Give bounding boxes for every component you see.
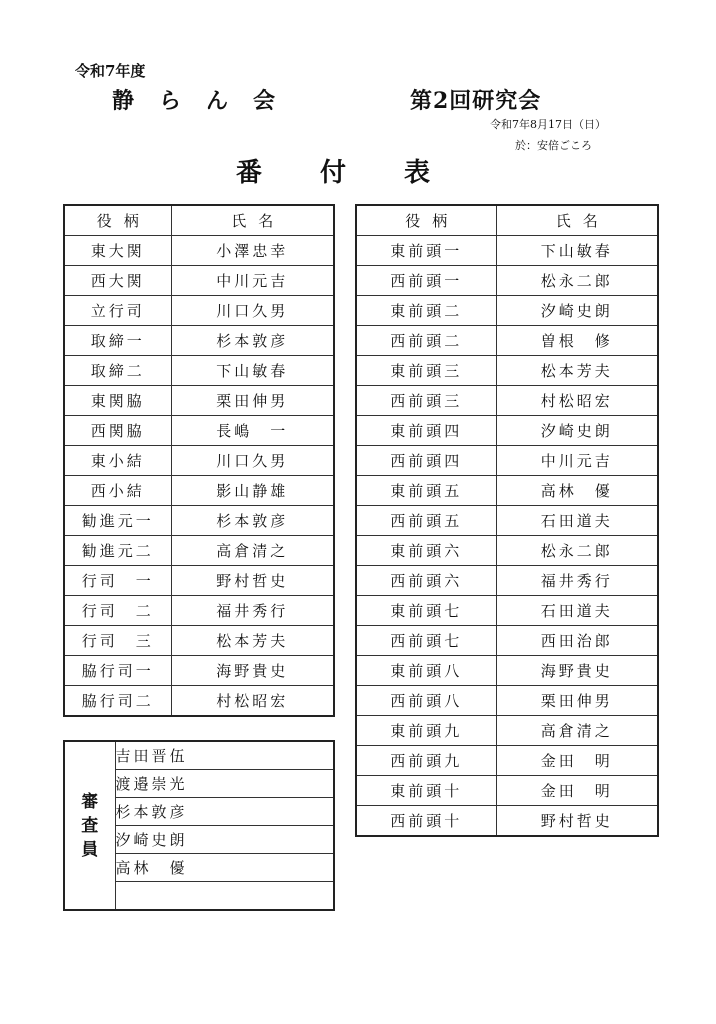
event-date: 令和7年8月17日（日） (490, 118, 606, 131)
role-cell: 東前頭四 (356, 416, 496, 446)
role-cell: 勧進元一 (64, 506, 171, 536)
table-row (64, 626, 334, 656)
table-row (64, 506, 334, 536)
role-column-header: 役柄 (64, 205, 171, 236)
role-cell: 行司 三 (64, 626, 171, 656)
name-cell: 松永二郎 (496, 266, 658, 296)
judge-row (64, 741, 334, 770)
left-roster-table (63, 204, 335, 717)
name-cell: 福井秀行 (171, 596, 334, 626)
table-row (356, 686, 658, 716)
table-row (356, 266, 658, 296)
name-cell: 栗田伸男 (496, 686, 658, 716)
name-cell: 海野貴史 (496, 656, 658, 686)
table-header-row (64, 205, 334, 236)
role-cell: 脇行司二 (64, 686, 171, 717)
role-cell: 取締一 (64, 326, 171, 356)
table-row (64, 686, 334, 717)
name-cell: 高林 優 (496, 476, 658, 506)
name-cell: 金田 明 (496, 776, 658, 806)
judge-name-cell: 吉田晋伍 (115, 741, 334, 770)
judge-name-cell (115, 882, 334, 911)
role-cell: 行司 一 (64, 566, 171, 596)
table-header-row (356, 205, 658, 236)
role-cell: 西前頭一 (356, 266, 496, 296)
judges-table (63, 740, 335, 911)
event-venue: 於：安倍ごころ (515, 139, 592, 152)
name-cell: 松永二郎 (496, 536, 658, 566)
name-cell: 下山敏春 (171, 356, 334, 386)
judge-name-cell: 渡邉崇光 (115, 770, 334, 798)
role-cell: 東前頭三 (356, 356, 496, 386)
role-cell: 西前頭二 (356, 326, 496, 356)
table-row (64, 596, 334, 626)
role-cell: 行司 二 (64, 596, 171, 626)
name-cell: 野村哲史 (171, 566, 334, 596)
role-cell: 東前頭八 (356, 656, 496, 686)
name-cell: 小澤忠幸 (171, 236, 334, 266)
role-cell: 西前頭四 (356, 446, 496, 476)
name-cell: 海野貴史 (171, 656, 334, 686)
role-cell: 東前頭六 (356, 536, 496, 566)
role-column-header: 役柄 (356, 205, 496, 236)
table-row (356, 566, 658, 596)
table-row (64, 566, 334, 596)
role-cell: 西前頭八 (356, 686, 496, 716)
right-roster-table (355, 204, 659, 837)
table-row (356, 386, 658, 416)
table-row (356, 746, 658, 776)
name-cell: 村松昭宏 (171, 686, 334, 717)
table-row (356, 656, 658, 686)
role-cell: 東前頭一 (356, 236, 496, 266)
table-row (356, 626, 658, 656)
name-column-header: 氏名 (171, 205, 334, 236)
name-cell: 下山敏春 (496, 236, 658, 266)
table-row (64, 356, 334, 386)
role-cell: 西前頭九 (356, 746, 496, 776)
role-cell: 東大関 (64, 236, 171, 266)
name-cell: 中川元吉 (496, 446, 658, 476)
name-cell: 石田道夫 (496, 596, 658, 626)
table-row (64, 386, 334, 416)
role-cell: 西小結 (64, 476, 171, 506)
judge-name-cell: 杉本敦彦 (115, 798, 334, 826)
role-cell: 西前頭五 (356, 506, 496, 536)
role-cell: 東前頭五 (356, 476, 496, 506)
table-row (356, 716, 658, 746)
table-row (64, 296, 334, 326)
table-row (356, 356, 658, 386)
table-row (356, 326, 658, 356)
session-title: 第2回研究会 (410, 88, 542, 114)
name-cell: 汐崎史朗 (496, 296, 658, 326)
role-cell: 勧進元二 (64, 536, 171, 566)
table-row (64, 536, 334, 566)
table-row (356, 806, 658, 837)
table-row (64, 476, 334, 506)
role-cell: 立行司 (64, 296, 171, 326)
name-cell: 石田道夫 (496, 506, 658, 536)
name-cell: 高倉清之 (496, 716, 658, 746)
name-cell: 福井秀行 (496, 566, 658, 596)
name-cell: 影山静雄 (171, 476, 334, 506)
table-row (64, 236, 334, 266)
role-cell: 取締二 (64, 356, 171, 386)
name-cell: 川口久男 (171, 296, 334, 326)
role-cell: 東前頭七 (356, 596, 496, 626)
name-cell: 栗田伸男 (171, 386, 334, 416)
table-row (64, 656, 334, 686)
name-cell: 金田 明 (496, 746, 658, 776)
name-cell: 杉本敦彦 (171, 506, 334, 536)
name-cell: 西田治郎 (496, 626, 658, 656)
table-row (64, 266, 334, 296)
table-row (356, 296, 658, 326)
role-cell: 西前頭六 (356, 566, 496, 596)
name-cell: 杉本敦彦 (171, 326, 334, 356)
judges-label: 審査員 (81, 791, 99, 860)
fiscal-year: 令和7年度 (75, 62, 146, 80)
judge-name-cell: 高林 優 (115, 854, 334, 882)
role-cell: 西関脇 (64, 416, 171, 446)
role-cell: 東前頭九 (356, 716, 496, 746)
name-cell: 村松昭宏 (496, 386, 658, 416)
table-row (356, 536, 658, 566)
name-cell: 中川元吉 (171, 266, 334, 296)
name-column-header: 氏名 (496, 205, 658, 236)
name-cell: 松本芳夫 (171, 626, 334, 656)
name-cell: 松本芳夫 (496, 356, 658, 386)
table-row (356, 236, 658, 266)
name-cell: 汐崎史朗 (496, 416, 658, 446)
role-cell: 西前頭十 (356, 806, 496, 837)
role-cell: 東前頭二 (356, 296, 496, 326)
table-row (64, 446, 334, 476)
judge-name-cell: 汐崎史朗 (115, 826, 334, 854)
table-row (356, 446, 658, 476)
name-cell: 川口久男 (171, 446, 334, 476)
table-row (356, 506, 658, 536)
page-title: 番付表 (236, 158, 489, 188)
role-cell: 西大関 (64, 266, 171, 296)
name-cell: 曽根 修 (496, 326, 658, 356)
table-row (356, 596, 658, 626)
role-cell: 脇行司一 (64, 656, 171, 686)
role-cell: 東前頭十 (356, 776, 496, 806)
judges-label-cell (64, 741, 115, 910)
table-row (64, 416, 334, 446)
name-cell: 高倉清之 (171, 536, 334, 566)
name-cell: 長嶋 一 (171, 416, 334, 446)
role-cell: 西前頭三 (356, 386, 496, 416)
table-row (64, 326, 334, 356)
table-row (356, 416, 658, 446)
table-row (356, 476, 658, 506)
role-cell: 東小結 (64, 446, 171, 476)
table-row (356, 776, 658, 806)
organization-name: 静らん会 (112, 88, 301, 114)
role-cell: 西前頭七 (356, 626, 496, 656)
name-cell: 野村哲史 (496, 806, 658, 837)
role-cell: 東関脇 (64, 386, 171, 416)
